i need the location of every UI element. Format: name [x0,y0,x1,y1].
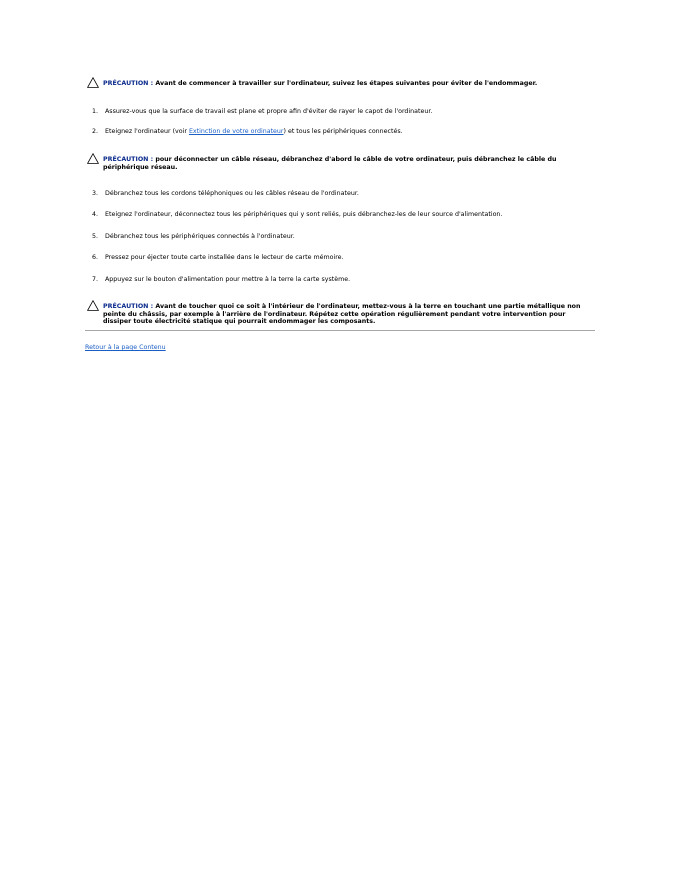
caution-notice [87,303,592,326]
step-number: 4. [92,211,99,218]
step-text: Appuyez sur le bouton d'alimentation pour mettre à la terre la carte système. [105,276,351,283]
caution-text [103,80,592,88]
step-number: 5. [92,233,99,240]
list-item [92,254,344,262]
step-number: 1. [92,108,99,115]
step-number: 7. [92,276,99,283]
caution-body: pour déconnecter un câble réseau, débranchez d'abord le câble de votre ordinateur, puis débranchez le câble du périphérique réseau. [103,156,557,171]
caution-body: Avant de commencer à travailler sur l'ordinateur, suivez les étapes suivantes pour éviter de l'endommager. [153,80,538,87]
step-text-before-link: Eteignez l'ordinateur (voir [105,128,189,135]
step-text: Eteignez l'ordinateur, déconnectez tous les périphériques qui y sont reliés, puis débranchez-les de leur source d'alimentation. [105,211,503,218]
back-to-contents-link[interactable]: Retour à la page Contenu [85,344,166,351]
step-number: 2. [92,128,99,135]
caution-notice [87,80,592,88]
list-item [92,108,432,116]
caution-text [103,156,592,171]
caution-label: PRÉCAUTION : [103,80,154,87]
list-item [92,128,403,136]
warning-triangle-icon [87,77,99,88]
caution-label: PRÉCAUTION : [103,156,154,163]
caution-body: Avant de toucher quoi ce soit à l'intérieur de l'ordinateur, mettez-vous à la terre en touchant une partie métallique non peinte du châssis, par exemple à l'arrière de l'ordinateur. Répétez cette opération régulièrement pendant votre intervention pour dissiper toute électricité statique qui pourrait endommager les composants. [103,303,581,326]
list-item [92,233,295,241]
caution-text [103,303,592,326]
warning-triangle-icon [87,300,99,311]
list-item [92,276,350,284]
step-text: Débranchez tous les cordons téléphoniques ou les câbles réseau de l'ordinateur. [105,190,359,197]
list-item [92,211,502,219]
step-text: Pressez pour éjecter toute carte installée dans le lecteur de carte mémoire. [105,254,344,261]
caution-notice [87,156,592,171]
step-text-after-link: ) et tous les périphériques connectés. [283,128,403,135]
horizontal-divider [85,330,595,331]
step-number: 3. [92,190,99,197]
warning-triangle-icon [87,153,99,164]
shutdown-link[interactable]: Extinction de votre ordinateur [188,128,284,135]
step-text: Assurez-vous que la surface de travail est plane et propre afin d'éviter de rayer le capot de l'ordinateur. [105,108,433,115]
step-number: 6. [92,254,99,261]
list-item [92,190,359,198]
step-text: Débranchez tous les périphériques connectés à l'ordinateur. [105,233,295,240]
caution-label: PRÉCAUTION : [103,303,154,310]
